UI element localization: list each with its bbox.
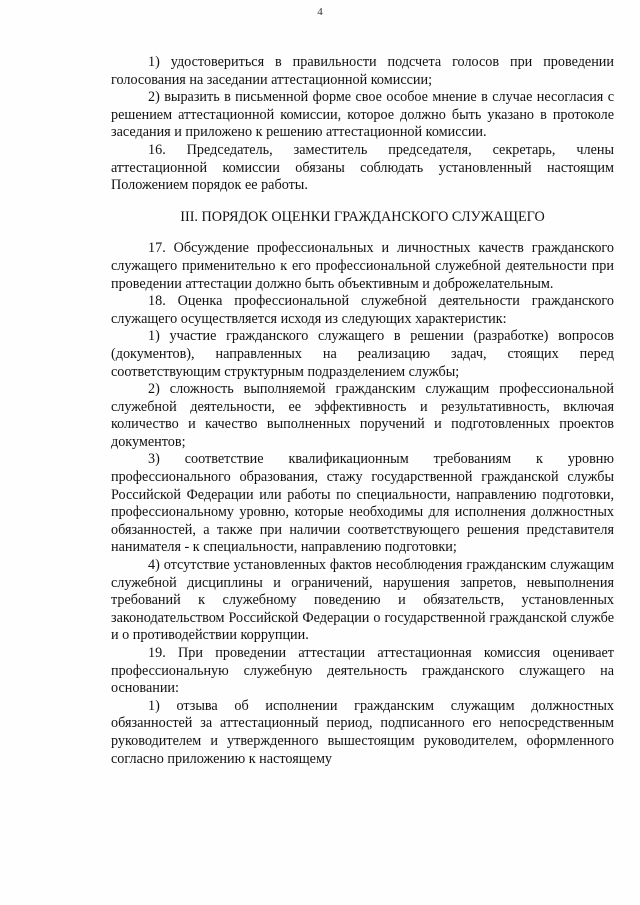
page-number: 4	[317, 6, 323, 18]
paragraph: 19. При проведении аттестации аттестационная комиссия оценивает профессиональную служебную деятельность гражданского служащего на основании:	[111, 645, 614, 697]
paragraph: 17. Обсуждение профессиональных и личностных качеств гражданского служащего применительно к его профессиональной служебной деятельности при проведении аттестации должно быть объективным и доброжелательным.	[111, 240, 614, 292]
paragraph: 1) участие гражданского служащего в решении (разработке) вопросов (документов), направленных на реализацию задач, стоящих перед соответствующим структурным подразделением службы;	[111, 328, 614, 380]
section-heading: III. ПОРЯДОК ОЦЕНКИ ГРАЖДАНСКОГО СЛУЖАЩЕГО	[180, 208, 545, 225]
paragraph: 3) соответствие квалификационным требованиям к уровню профессионального образования, стажу государственной гражданской службы Российской Федерации или работы по специальности, направлению подготовки, профессиональному уровню, которые необходимы для исполнения должностных обязанностей, а также при наличии соответствующего решения представителя нанимателя - к специальности, направлению подготовки;	[111, 451, 614, 556]
paragraph: 2) выразить в письменной форме свое особое мнение в случае несогласия с решением аттестационной комиссии, которое должно быть указано в протоколе заседания и приложено к решению аттестационной комиссии.	[111, 89, 614, 141]
paragraph: 1) отзыва об исполнении гражданским служащим должностных обязанностей за аттестационный период, подписанного его непосредственным руководителем и утвержденного вышестоящим руководителем, оформленного согласно приложению к настоящему	[111, 697, 614, 767]
document-body	[111, 54, 614, 768]
paragraph: 2) сложность выполняемой гражданским служащим профессиональной служебной деятельности, ее эффективность и результативность, включая количество и качество выполненных поручений и подготовленных проектов документов;	[111, 381, 614, 450]
paragraph: 4) отсутствие установленных фактов несоблюдения гражданским служащим служебной дисциплины и ограничений, нарушения запретов, невыполнения требований к служебному поведению и обязательств, установленных законодательством Российской Федерации о государственной гражданской службе и о противодействии коррупции.	[111, 557, 614, 644]
paragraph: 16. Председатель, заместитель председателя, секретарь, члены аттестационной комиссии обязаны соблюдать установленный настоящим Положением порядок ее работы.	[111, 141, 614, 194]
paragraph: 1) удостовериться в правильности подсчета голосов при проведении голосования на заседании аттестационной комиссии;	[111, 54, 614, 88]
paragraph: 18. Оценка профессиональной служебной деятельности гражданского служащего осуществляется исходя из следующих характеристик:	[111, 293, 614, 327]
